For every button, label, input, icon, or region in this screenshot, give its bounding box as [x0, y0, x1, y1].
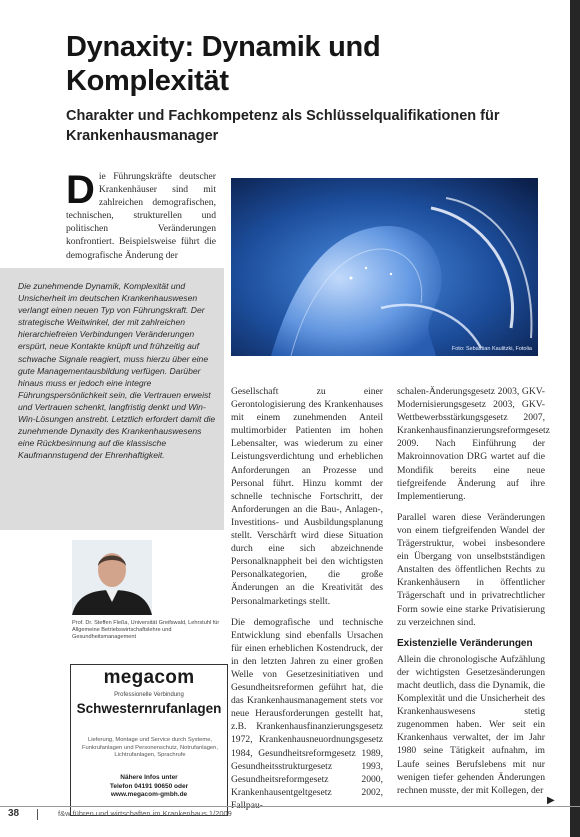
- body-paragraph: schalen-Änderungsgesetz 2003, GKV-Modernisierungsgesetz 2003, GKV-Wettbewerbsstärkungsgesetz 2007, Krankenhausfinanzierungsreformgesetz 2009. Nach Einführung der Makroinnovation DRG wartet auf die Mondifik bereits eine neue tiefgreifende Änderung auf ihre Implementierung.: [397, 386, 550, 502]
- next-page-arrow-icon: ▶: [547, 795, 555, 806]
- footer-separator: [37, 809, 38, 820]
- footer-divider: [0, 806, 580, 807]
- drop-cap: D: [66, 168, 95, 212]
- ad-contact: [71, 774, 227, 800]
- ad-brand: megacom: [103, 667, 195, 688]
- ad-headline: Schwesternrufanlagen: [76, 701, 222, 716]
- footer-journal-name: f&w führen und wirtschaften im Krankenhaus 1/2009: [58, 809, 232, 818]
- ad-contact-phone: Telefon 04191 90650 oder: [109, 782, 189, 790]
- summary-sidebar-text: Die zunehmende Dynamik, Komplexität und Unsicherheit im deutschen Krankenhauswesen verlangt einen neuen Typ von Führungskraft. Der strategische Weitwinkel, der mit zahlreichen hierarchiefreien Verbindungen Veränderungen erspürt, neue Kontakte knüpft und frühzeitig auf schwache Signale reagiert, muss hierzu über eine gute Managementausbildung verfügen. Darüber hinaus muss er jedoch eine integre Führungspersönlichkeit sein, die Vertrauen erweist und Vertrauen schenkt, langfristig denkt und Win-Win-Lösungen anstrebt. Letztlich erfordert damit die zunehmende Dynaxity des Krankenhauswesens eine Rückbesinnung auf die klassische Kaufmannstugend der Ehrenhaftigkeit.: [18, 281, 216, 461]
- photo-credit: Foto: Sebastian Kaulitzki, Fotolia: [451, 346, 532, 352]
- author-caption: Prof. Dr. Steffen Fleßa, Universität Greifswald, Lehrstuhl für Allgemeine Betriebswirtschaftslehre und Gesundheitsmanagement: [72, 620, 220, 640]
- body-column-2: [231, 385, 383, 820]
- body-paragraph: Parallel waren diese Veränderungen von einem tiefgreifenden Wandel der Trägerstruktur, wobei insbesondere ein Übergang von unselbstständigen Anstalten des öffentlichen Rechts zu Krankenhäusern in öffentlicher Trägerschaft und in privatrechtlicher Form sowie eine starke Privatisierung zu verzeichnen sind.: [397, 511, 545, 628]
- blue-wireframe-head-image: [231, 178, 538, 356]
- intro-text: ie Führungskräfte deutscher Krankenhäuser sind mit zahlreichen demografischen, technischen, strukturellen und politischen Veränderungen konfrontiert. Beispielsweise führt die demografische Änderung der: [66, 171, 216, 261]
- body-paragraph: Gesellschaft zu einer Gerontologisierung des Krankenhauses mit einem zunehmenden Anteil multimorbider Patienten im hohen Lebensalter, was wiederum zu einer Leistungsverdichtung und erheblichen Anforderungen an Prozesse und Personal führt. Hinzu kommt der schnelle technische Fortschritt, der Anforderungen an die Bau-, Anlagen-, Investitions- und Ausbildungsplanung stellt. Verschärft wird diese Situation durch eine sich abzeichnende Personalknappheit bei den wichtigsten Personalkategorien, die große Änderungen an die Kreativität des Personalmarketings stellt.: [231, 386, 383, 607]
- ad-contact-line: Nähere Infos unter: [120, 774, 178, 781]
- article-subtitle: Charakter und Fachkompetenz als Schlüsselqualifikationen für Krankenhausmanager: [66, 108, 500, 144]
- section-heading: Existenzielle Veränderungen: [397, 637, 533, 649]
- author-portrait: [72, 540, 152, 615]
- megacom-advertisement: [70, 664, 228, 816]
- body-paragraph: Allein die chronologische Aufzählung der wichtigsten Gesetzesänderungen macht deutlich, dass die Dynamik, die Komplexität und die Unsicherheit des Krankenhauswesens stetig zugenommen haben. Wer seit ein Krankenhaus verwaltet, der im Jahr 1980 seine Tätigkeit aufnahm, im Laufe seines Berufslebens mit nur wenigen tiefer gehenden Änderungen rechnen musste, der mit Kollegen, der: [397, 653, 545, 796]
- body-column-3: [397, 385, 550, 805]
- ad-tagline: Professionelle Verbindung: [114, 692, 184, 698]
- ad-contact-url: www.megacom-gmbh.de: [110, 791, 188, 798]
- page-edge-bar: [570, 0, 580, 837]
- page-number: 38: [8, 808, 20, 819]
- intro-paragraph: [66, 170, 216, 262]
- ad-description: Lieferung, Montage und Service durch Systeme, Funkrufanlagen und Personenschutz, Notrufanlagen, Lichtrufanlagen, Sprachrufe: [82, 737, 218, 758]
- head-illustration-photo: [231, 178, 538, 356]
- article-title: Dynaxity: Dynamik und Komplexität: [66, 31, 381, 97]
- body-paragraph: Die demografische und technische Entwicklung sind ebenfalls Ursachen für einen erheblichen Kostendruck, der in den letzten Jahren zu einer großen Welle von Gesetzesinitiativen und Gesundheitsreformen geführt hat, die das Krankenhausmanagement stets vor neue Herausforderungen gestellt hat, z.B. Krankenhausfinanzierungsgesetz 1972, Krankenhausneuordnungsgesetz 1984, Gesundheitsreformgesetz 1989, Gesundheitsstrukturgesetz 1993, Gesundheitsreformgesetz 2000, Krankenhausentgeltgesetz 2002,: [231, 616, 383, 798]
- author-photo: [72, 540, 152, 615]
